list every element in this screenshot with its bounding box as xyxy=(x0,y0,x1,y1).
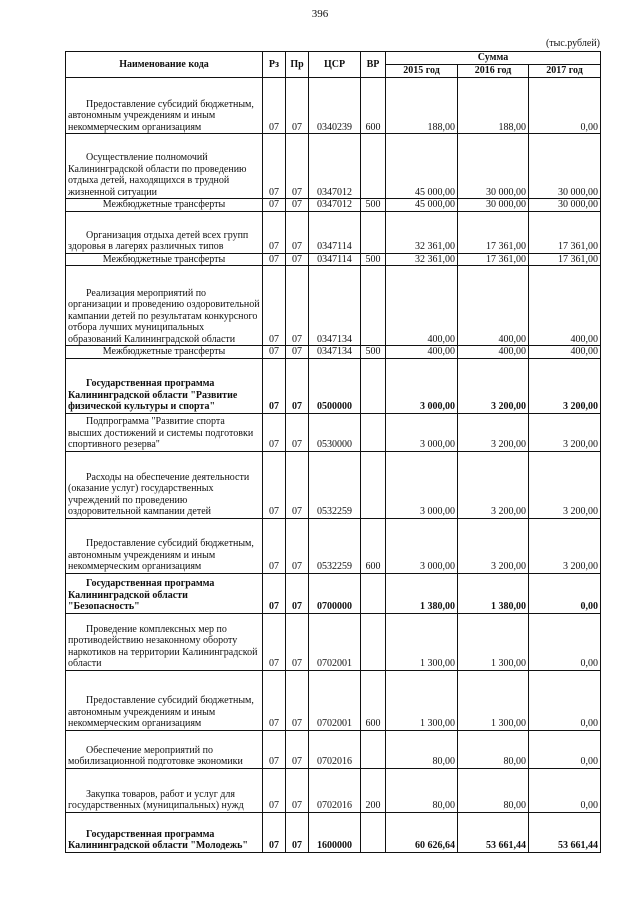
cell-rz: 07 xyxy=(263,451,286,518)
row-label: Межбюджетные трансферты xyxy=(102,199,226,210)
cell-name xyxy=(66,358,263,413)
cell-name xyxy=(66,670,263,730)
cell-2016: 400,00 xyxy=(458,346,529,359)
cell-vr xyxy=(361,573,386,613)
cell-2017: 30 000,00 xyxy=(529,134,601,199)
cell-pr: 07 xyxy=(286,78,309,134)
cell-2015: 45 000,00 xyxy=(386,134,458,199)
cell-vr xyxy=(361,730,386,768)
cell-rz: 07 xyxy=(263,518,286,573)
cell-csr: 0530000 xyxy=(309,413,361,451)
cell-csr: 0347012 xyxy=(309,134,361,199)
cell-vr xyxy=(361,413,386,451)
cell-2016: 80,00 xyxy=(458,730,529,768)
row-label: Межбюджетные трансферты xyxy=(102,346,226,357)
row-label: Обеспечение мероприятий по мобилизационной подготовке экономики xyxy=(68,744,243,767)
cell-name xyxy=(66,730,263,768)
cell-2015: 1 380,00 xyxy=(386,573,458,613)
cell-pr: 07 xyxy=(286,812,309,852)
cell-name xyxy=(66,413,263,451)
cell-vr xyxy=(361,451,386,518)
cell-rz: 07 xyxy=(263,670,286,730)
cell-vr xyxy=(361,613,386,670)
cell-2017: 3 200,00 xyxy=(529,358,601,413)
cell-2015: 1 300,00 xyxy=(386,670,458,730)
cell-csr: 0500000 xyxy=(309,358,361,413)
header-name: Наименование кода xyxy=(66,52,263,78)
cell-rz: 07 xyxy=(263,211,286,253)
cell-rz: 07 xyxy=(263,413,286,451)
cell-pr: 07 xyxy=(286,518,309,573)
cell-2016: 3 200,00 xyxy=(458,518,529,573)
row-label: Предоставление субсидий бюджетным, автономным учреждениям и иным некоммерческим организациям xyxy=(68,538,254,572)
row-label: Подпрограмма "Развитие спорта высших достижений и системы подготовки спортивного резерва" xyxy=(68,416,254,450)
cell-2016: 80,00 xyxy=(458,768,529,812)
row-label: Проведение комплексных мер по противодействию незаконному обороту наркотиков на территории Калининградской области xyxy=(68,623,258,669)
row-label: Организация отдыха детей всех групп здоровья в лагерях различных типов xyxy=(68,229,249,252)
cell-2015: 3 000,00 xyxy=(386,358,458,413)
cell-name xyxy=(66,253,263,266)
cell-2015: 80,00 xyxy=(386,768,458,812)
cell-2015: 32 361,00 xyxy=(386,211,458,253)
cell-2015: 80,00 xyxy=(386,730,458,768)
cell-2015: 45 000,00 xyxy=(386,199,458,212)
cell-2017: 0,00 xyxy=(529,730,601,768)
cell-pr: 07 xyxy=(286,346,309,359)
table-row xyxy=(66,413,601,451)
cell-pr: 07 xyxy=(286,730,309,768)
row-label: Государственная программа Калининградской области "Молодежь" xyxy=(68,828,248,851)
cell-csr: 0702016 xyxy=(309,730,361,768)
cell-vr: 600 xyxy=(361,78,386,134)
cell-2017: 3 200,00 xyxy=(529,413,601,451)
cell-pr: 07 xyxy=(286,358,309,413)
cell-rz: 07 xyxy=(263,134,286,199)
cell-csr: 0347012 xyxy=(309,199,361,212)
cell-rz: 07 xyxy=(263,812,286,852)
cell-2017: 0,00 xyxy=(529,78,601,134)
cell-rz: 07 xyxy=(263,266,286,346)
table-row xyxy=(66,670,601,730)
cell-2017: 3 200,00 xyxy=(529,451,601,518)
cell-pr: 07 xyxy=(286,451,309,518)
cell-vr xyxy=(361,358,386,413)
cell-vr: 600 xyxy=(361,518,386,573)
table-row xyxy=(66,199,601,212)
cell-rz: 07 xyxy=(263,253,286,266)
cell-2017: 53 661,44 xyxy=(529,812,601,852)
cell-rz: 07 xyxy=(263,573,286,613)
header-2017: 2017 год xyxy=(529,65,601,78)
header-rz: Рз xyxy=(263,52,286,78)
cell-2016: 400,00 xyxy=(458,266,529,346)
cell-csr: 0347134 xyxy=(309,266,361,346)
row-label: Государственная программа Калининградской области "Развитие физической культуры и спорта" xyxy=(68,378,238,412)
cell-rz: 07 xyxy=(263,613,286,670)
cell-pr: 07 xyxy=(286,266,309,346)
cell-2015: 400,00 xyxy=(386,266,458,346)
cell-vr: 600 xyxy=(361,670,386,730)
header-2016: 2016 год xyxy=(458,65,529,78)
cell-csr: 1600000 xyxy=(309,812,361,852)
cell-name xyxy=(66,134,263,199)
cell-name xyxy=(66,451,263,518)
cell-rz: 07 xyxy=(263,768,286,812)
cell-2016: 30 000,00 xyxy=(458,199,529,212)
cell-2017: 400,00 xyxy=(529,266,601,346)
cell-vr xyxy=(361,211,386,253)
cell-2017: 30 000,00 xyxy=(529,199,601,212)
cell-csr: 0532259 xyxy=(309,451,361,518)
cell-name xyxy=(66,573,263,613)
table-row xyxy=(66,613,601,670)
cell-2016: 17 361,00 xyxy=(458,211,529,253)
row-label: Межбюджетные трансферты xyxy=(102,253,226,265)
cell-2015: 188,00 xyxy=(386,78,458,134)
header-pr: Пр xyxy=(286,52,309,78)
cell-2015: 60 626,64 xyxy=(386,812,458,852)
cell-name xyxy=(66,346,263,359)
header-sum: Сумма xyxy=(386,52,601,65)
row-label: Предоставление субсидий бюджетным, автономным учреждениям и иным некоммерческим организациям xyxy=(68,98,254,133)
cell-name xyxy=(66,199,263,212)
cell-rz: 07 xyxy=(263,78,286,134)
cell-2015: 3 000,00 xyxy=(386,518,458,573)
row-label: Осуществление полномочий Калининградской области по проведению отдыха детей, находящихся в трудной жизненной ситуации xyxy=(68,152,247,198)
page-number: 396 xyxy=(311,8,329,20)
cell-csr: 0347134 xyxy=(309,346,361,359)
units-label: (тыс.рублей) xyxy=(545,38,600,49)
cell-2016: 17 361,00 xyxy=(458,253,529,266)
cell-2015: 3 000,00 xyxy=(386,413,458,451)
budget-table xyxy=(65,51,601,853)
cell-vr: 500 xyxy=(361,253,386,266)
cell-2015: 32 361,00 xyxy=(386,253,458,266)
row-label: Предоставление субсидий бюджетным, автономным учреждениям и иным некоммерческим организациям xyxy=(68,695,254,729)
cell-csr: 0702016 xyxy=(309,768,361,812)
table-body xyxy=(66,78,601,853)
cell-2017: 400,00 xyxy=(529,346,601,359)
cell-2015: 400,00 xyxy=(386,346,458,359)
cell-csr: 0347114 xyxy=(309,211,361,253)
cell-2016: 1 380,00 xyxy=(458,573,529,613)
cell-name xyxy=(66,78,263,134)
cell-name xyxy=(66,812,263,852)
cell-2016: 3 200,00 xyxy=(458,451,529,518)
cell-csr: 0702001 xyxy=(309,670,361,730)
cell-2017: 3 200,00 xyxy=(529,518,601,573)
cell-vr: 500 xyxy=(361,346,386,359)
cell-2017: 17 361,00 xyxy=(529,253,601,266)
cell-name xyxy=(66,613,263,670)
cell-2017: 0,00 xyxy=(529,670,601,730)
table-row xyxy=(66,134,601,199)
cell-csr: 0532259 xyxy=(309,518,361,573)
table-row xyxy=(66,358,601,413)
cell-2016: 3 200,00 xyxy=(458,413,529,451)
cell-pr: 07 xyxy=(286,199,309,212)
cell-rz: 07 xyxy=(263,730,286,768)
table-row xyxy=(66,730,601,768)
cell-rz: 07 xyxy=(263,346,286,359)
cell-rz: 07 xyxy=(263,358,286,413)
header-vr: ВР xyxy=(361,52,386,78)
cell-2016: 3 200,00 xyxy=(458,358,529,413)
cell-rz: 07 xyxy=(263,199,286,212)
cell-2016: 53 661,44 xyxy=(458,812,529,852)
cell-vr: 200 xyxy=(361,768,386,812)
cell-csr: 0347114 xyxy=(309,253,361,266)
cell-2016: 188,00 xyxy=(458,78,529,134)
table-row xyxy=(66,253,601,266)
cell-2017: 17 361,00 xyxy=(529,211,601,253)
cell-2015: 3 000,00 xyxy=(386,451,458,518)
cell-2017: 0,00 xyxy=(529,613,601,670)
cell-pr: 07 xyxy=(286,134,309,199)
table-row xyxy=(66,78,601,134)
row-label: Реализация мероприятий по организации и проведению оздоровительной кампании детей по результатам конкурсного отбора лучших муниципальных образований Калининградской области xyxy=(68,287,260,345)
cell-2015: 1 300,00 xyxy=(386,613,458,670)
header-csr: ЦСР xyxy=(309,52,361,78)
header-2015: 2015 год xyxy=(386,65,458,78)
row-label: Расходы на обеспечение деятельности (оказание услуг) государственных учреждений по проведению оздоровительной кампании детей xyxy=(68,471,250,517)
table-row xyxy=(66,812,601,852)
cell-pr: 07 xyxy=(286,670,309,730)
cell-vr xyxy=(361,134,386,199)
cell-name xyxy=(66,266,263,346)
cell-2017: 0,00 xyxy=(529,768,601,812)
cell-vr xyxy=(361,812,386,852)
table-row xyxy=(66,768,601,812)
cell-csr: 0340239 xyxy=(309,78,361,134)
table-row xyxy=(66,451,601,518)
cell-2016: 1 300,00 xyxy=(458,670,529,730)
cell-vr: 500 xyxy=(361,199,386,212)
cell-pr: 07 xyxy=(286,253,309,266)
table-row xyxy=(66,518,601,573)
cell-pr: 07 xyxy=(286,211,309,253)
cell-2016: 30 000,00 xyxy=(458,134,529,199)
cell-2017: 0,00 xyxy=(529,573,601,613)
cell-csr: 0702001 xyxy=(309,613,361,670)
cell-name xyxy=(66,211,263,253)
row-label: Закупка товаров, работ и услуг для государственных (муниципальных) нужд xyxy=(68,788,244,811)
cell-pr: 07 xyxy=(286,768,309,812)
table-row xyxy=(66,211,601,253)
cell-pr: 07 xyxy=(286,413,309,451)
cell-pr: 07 xyxy=(286,613,309,670)
cell-2016: 1 300,00 xyxy=(458,613,529,670)
table-row xyxy=(66,266,601,346)
cell-pr: 07 xyxy=(286,573,309,613)
table-row xyxy=(66,573,601,613)
table-row xyxy=(66,346,601,359)
row-label: Государственная программа Калининградской области "Безопасность" xyxy=(68,578,215,612)
cell-name xyxy=(66,768,263,812)
cell-csr: 0700000 xyxy=(309,573,361,613)
cell-name xyxy=(66,518,263,573)
cell-vr xyxy=(361,266,386,346)
